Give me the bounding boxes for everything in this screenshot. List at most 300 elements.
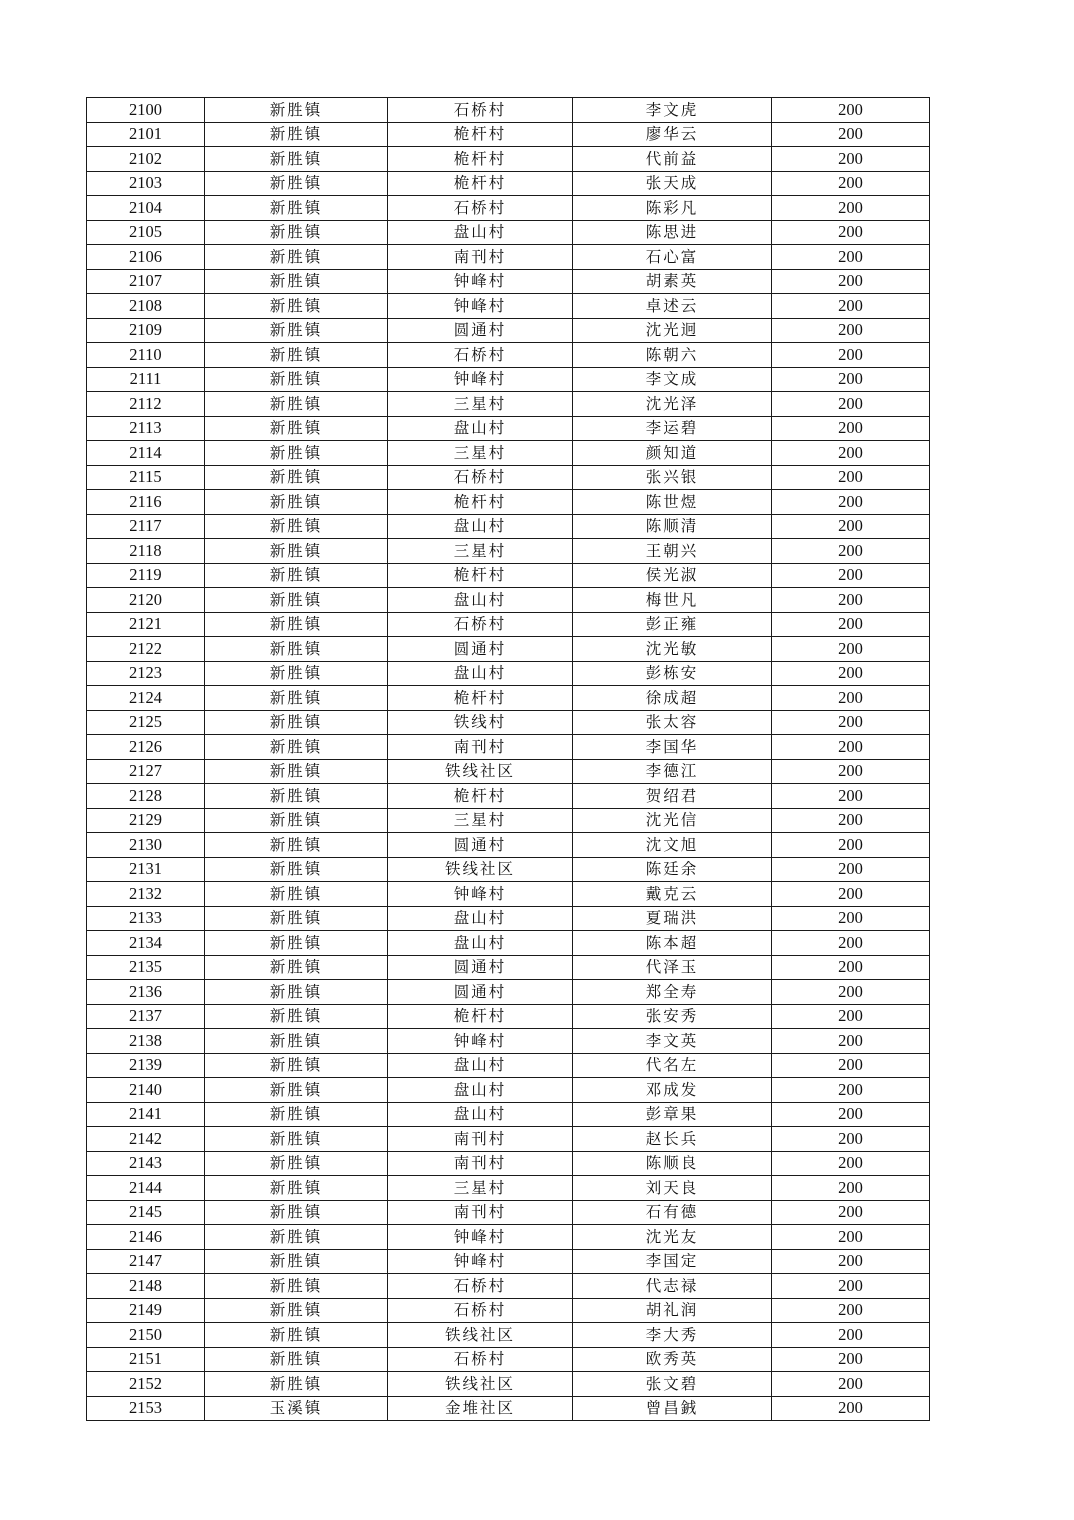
town-cell: 新胜镇 [205, 1323, 388, 1348]
person-name-cell: 陈本超 [573, 931, 772, 956]
village-cell: 圆通村 [388, 637, 573, 662]
table-row [87, 955, 930, 980]
serial-number-cell: 2109 [87, 318, 205, 343]
table-row [87, 637, 930, 662]
table-row [87, 1323, 930, 1348]
village-cell: 铁线村 [388, 710, 573, 735]
town-cell: 新胜镇 [205, 269, 388, 294]
town-cell: 新胜镇 [205, 710, 388, 735]
serial-number-cell: 2127 [87, 759, 205, 784]
table-row [87, 857, 930, 882]
village-cell: 圆通村 [388, 955, 573, 980]
town-cell: 新胜镇 [205, 465, 388, 490]
village-cell: 盘山村 [388, 1053, 573, 1078]
town-cell: 新胜镇 [205, 147, 388, 172]
serial-number-cell: 2147 [87, 1249, 205, 1274]
town-cell: 新胜镇 [205, 343, 388, 368]
table-row [87, 1396, 930, 1421]
person-name-cell: 沈光信 [573, 808, 772, 833]
table-row [87, 416, 930, 441]
amount-cell: 200 [772, 318, 930, 343]
serial-number-cell: 2143 [87, 1151, 205, 1176]
amount-cell: 200 [772, 588, 930, 613]
amount-cell: 200 [772, 1053, 930, 1078]
table-row [87, 906, 930, 931]
village-cell: 盘山村 [388, 514, 573, 539]
table-row [87, 808, 930, 833]
town-cell: 新胜镇 [205, 833, 388, 858]
town-cell: 新胜镇 [205, 220, 388, 245]
table-row [87, 441, 930, 466]
person-name-cell: 陈顺清 [573, 514, 772, 539]
serial-number-cell: 2100 [87, 98, 205, 123]
town-cell: 新胜镇 [205, 416, 388, 441]
village-cell: 石桥村 [388, 1298, 573, 1323]
amount-cell: 200 [772, 686, 930, 711]
person-name-cell: 曾昌銊 [573, 1396, 772, 1421]
village-cell: 桅杆村 [388, 171, 573, 196]
village-cell: 石桥村 [388, 612, 573, 637]
table-row [87, 833, 930, 858]
table-row [87, 1151, 930, 1176]
amount-cell: 200 [772, 1151, 930, 1176]
town-cell: 新胜镇 [205, 196, 388, 221]
table-row [87, 490, 930, 515]
person-name-cell: 夏瑞洪 [573, 906, 772, 931]
table-row [87, 343, 930, 368]
town-cell: 新胜镇 [205, 857, 388, 882]
amount-cell: 200 [772, 1347, 930, 1372]
person-name-cell: 卓述云 [573, 294, 772, 319]
village-cell: 钟峰村 [388, 294, 573, 319]
amount-cell: 200 [772, 661, 930, 686]
village-cell: 桅杆村 [388, 686, 573, 711]
village-cell: 石桥村 [388, 1274, 573, 1299]
person-name-cell: 李文成 [573, 367, 772, 392]
serial-number-cell: 2140 [87, 1078, 205, 1103]
village-cell: 盘山村 [388, 220, 573, 245]
table-row [87, 392, 930, 417]
person-name-cell: 沈光敏 [573, 637, 772, 662]
table-row [87, 563, 930, 588]
serial-number-cell: 2150 [87, 1323, 205, 1348]
amount-cell: 200 [772, 1323, 930, 1348]
village-cell: 石桥村 [388, 465, 573, 490]
town-cell: 新胜镇 [205, 1200, 388, 1225]
table-row [87, 980, 930, 1005]
person-name-cell: 颜知道 [573, 441, 772, 466]
serial-number-cell: 2126 [87, 735, 205, 760]
serial-number-cell: 2133 [87, 906, 205, 931]
serial-number-cell: 2104 [87, 196, 205, 221]
village-cell: 钟峰村 [388, 882, 573, 907]
amount-cell: 200 [772, 759, 930, 784]
table-row [87, 514, 930, 539]
amount-cell: 200 [772, 514, 930, 539]
amount-cell: 200 [772, 98, 930, 123]
serial-number-cell: 2142 [87, 1127, 205, 1152]
amount-cell: 200 [772, 294, 930, 319]
amount-cell: 200 [772, 980, 930, 1005]
person-name-cell: 李大秀 [573, 1323, 772, 1348]
person-name-cell: 李文虎 [573, 98, 772, 123]
person-name-cell: 代志禄 [573, 1274, 772, 1299]
person-name-cell: 陈思进 [573, 220, 772, 245]
town-cell: 新胜镇 [205, 931, 388, 956]
town-cell: 新胜镇 [205, 1078, 388, 1103]
table-row [87, 784, 930, 809]
table-row [87, 245, 930, 270]
town-cell: 新胜镇 [205, 808, 388, 833]
village-cell: 石桥村 [388, 343, 573, 368]
table-row [87, 588, 930, 613]
town-cell: 新胜镇 [205, 294, 388, 319]
table-row [87, 1176, 930, 1201]
table-row [87, 1053, 930, 1078]
village-cell: 南刊村 [388, 1127, 573, 1152]
table-row [87, 1127, 930, 1152]
village-cell: 桅杆村 [388, 784, 573, 809]
amount-cell: 200 [772, 1176, 930, 1201]
town-cell: 新胜镇 [205, 1347, 388, 1372]
serial-number-cell: 2144 [87, 1176, 205, 1201]
serial-number-cell: 2112 [87, 392, 205, 417]
serial-number-cell: 2114 [87, 441, 205, 466]
serial-number-cell: 2153 [87, 1396, 205, 1421]
serial-number-cell: 2110 [87, 343, 205, 368]
serial-number-cell: 2117 [87, 514, 205, 539]
serial-number-cell: 2135 [87, 955, 205, 980]
amount-cell: 200 [772, 367, 930, 392]
village-cell: 钟峰村 [388, 269, 573, 294]
town-cell: 新胜镇 [205, 514, 388, 539]
village-cell: 南刊村 [388, 245, 573, 270]
person-name-cell: 廖华云 [573, 122, 772, 147]
serial-number-cell: 2123 [87, 661, 205, 686]
amount-cell: 200 [772, 906, 930, 931]
town-cell: 新胜镇 [205, 392, 388, 417]
village-cell: 桅杆村 [388, 147, 573, 172]
person-name-cell: 胡礼润 [573, 1298, 772, 1323]
person-name-cell: 胡素英 [573, 269, 772, 294]
person-name-cell: 赵长兵 [573, 1127, 772, 1152]
amount-cell: 200 [772, 465, 930, 490]
table-row [87, 122, 930, 147]
serial-number-cell: 2106 [87, 245, 205, 270]
person-name-cell: 贺绍君 [573, 784, 772, 809]
village-cell: 南刊村 [388, 1151, 573, 1176]
person-name-cell: 李德江 [573, 759, 772, 784]
amount-cell: 200 [772, 955, 930, 980]
amount-cell: 200 [772, 1372, 930, 1397]
amount-cell: 200 [772, 441, 930, 466]
amount-cell: 200 [772, 882, 930, 907]
person-name-cell: 张文碧 [573, 1372, 772, 1397]
person-name-cell: 戴克云 [573, 882, 772, 907]
serial-number-cell: 2148 [87, 1274, 205, 1299]
village-cell: 盘山村 [388, 1078, 573, 1103]
town-cell: 新胜镇 [205, 1102, 388, 1127]
village-cell: 钟峰村 [388, 1029, 573, 1054]
village-cell: 三星村 [388, 441, 573, 466]
town-cell: 新胜镇 [205, 171, 388, 196]
table-row [87, 147, 930, 172]
serial-number-cell: 2125 [87, 710, 205, 735]
town-cell: 新胜镇 [205, 980, 388, 1005]
town-cell: 新胜镇 [205, 563, 388, 588]
town-cell: 新胜镇 [205, 367, 388, 392]
town-cell: 新胜镇 [205, 98, 388, 123]
town-cell: 新胜镇 [205, 1151, 388, 1176]
serial-number-cell: 2116 [87, 490, 205, 515]
serial-number-cell: 2115 [87, 465, 205, 490]
amount-cell: 200 [772, 735, 930, 760]
serial-number-cell: 2145 [87, 1200, 205, 1225]
amount-cell: 200 [772, 784, 930, 809]
town-cell: 新胜镇 [205, 882, 388, 907]
person-name-cell: 彭栋安 [573, 661, 772, 686]
serial-number-cell: 2136 [87, 980, 205, 1005]
amount-cell: 200 [772, 539, 930, 564]
town-cell: 新胜镇 [205, 1372, 388, 1397]
table-row [87, 931, 930, 956]
amount-cell: 200 [772, 1249, 930, 1274]
amount-cell: 200 [772, 1298, 930, 1323]
amount-cell: 200 [772, 1102, 930, 1127]
table-row [87, 1004, 930, 1029]
town-cell: 玉溪镇 [205, 1396, 388, 1421]
amount-cell: 200 [772, 147, 930, 172]
town-cell: 新胜镇 [205, 637, 388, 662]
serial-number-cell: 2137 [87, 1004, 205, 1029]
serial-number-cell: 2151 [87, 1347, 205, 1372]
amount-cell: 200 [772, 1225, 930, 1250]
town-cell: 新胜镇 [205, 1274, 388, 1299]
serial-number-cell: 2134 [87, 931, 205, 956]
town-cell: 新胜镇 [205, 612, 388, 637]
amount-cell: 200 [772, 245, 930, 270]
serial-number-cell: 2113 [87, 416, 205, 441]
amount-cell: 200 [772, 833, 930, 858]
amount-cell: 200 [772, 563, 930, 588]
amount-cell: 200 [772, 857, 930, 882]
person-name-cell: 邓成发 [573, 1078, 772, 1103]
serial-number-cell: 2146 [87, 1225, 205, 1250]
village-cell: 桅杆村 [388, 1004, 573, 1029]
table-row [87, 710, 930, 735]
village-cell: 铁线社区 [388, 857, 573, 882]
amount-cell: 200 [772, 392, 930, 417]
village-cell: 三星村 [388, 808, 573, 833]
town-cell: 新胜镇 [205, 1298, 388, 1323]
person-name-cell: 陈顺良 [573, 1151, 772, 1176]
person-name-cell: 沈文旭 [573, 833, 772, 858]
amount-cell: 200 [772, 1004, 930, 1029]
amount-cell: 200 [772, 122, 930, 147]
serial-number-cell: 2141 [87, 1102, 205, 1127]
town-cell: 新胜镇 [205, 245, 388, 270]
table-row [87, 1029, 930, 1054]
town-cell: 新胜镇 [205, 441, 388, 466]
village-cell: 石桥村 [388, 196, 573, 221]
village-cell: 圆通村 [388, 318, 573, 343]
table-row [87, 735, 930, 760]
village-cell: 钟峰村 [388, 1225, 573, 1250]
person-name-cell: 张兴银 [573, 465, 772, 490]
serial-number-cell: 2118 [87, 539, 205, 564]
person-name-cell: 代泽玉 [573, 955, 772, 980]
amount-cell: 200 [772, 269, 930, 294]
town-cell: 新胜镇 [205, 318, 388, 343]
village-cell: 盘山村 [388, 661, 573, 686]
serial-number-cell: 2132 [87, 882, 205, 907]
village-cell: 铁线社区 [388, 1372, 573, 1397]
table-row [87, 612, 930, 637]
amount-cell: 200 [772, 1396, 930, 1421]
table-row [87, 1200, 930, 1225]
table-row [87, 686, 930, 711]
person-name-cell: 李文英 [573, 1029, 772, 1054]
village-cell: 圆通村 [388, 980, 573, 1005]
roster-table-body [87, 98, 930, 1421]
amount-cell: 200 [772, 416, 930, 441]
person-name-cell: 张天成 [573, 171, 772, 196]
town-cell: 新胜镇 [205, 1176, 388, 1201]
town-cell: 新胜镇 [205, 784, 388, 809]
person-name-cell: 石心富 [573, 245, 772, 270]
table-row [87, 1249, 930, 1274]
town-cell: 新胜镇 [205, 539, 388, 564]
table-row [87, 1347, 930, 1372]
person-name-cell: 彭章果 [573, 1102, 772, 1127]
amount-cell: 200 [772, 612, 930, 637]
table-row [87, 882, 930, 907]
amount-cell: 200 [772, 343, 930, 368]
serial-number-cell: 2152 [87, 1372, 205, 1397]
serial-number-cell: 2124 [87, 686, 205, 711]
person-name-cell: 陈朝六 [573, 343, 772, 368]
person-name-cell: 梅世凡 [573, 588, 772, 613]
person-name-cell: 彭正雍 [573, 612, 772, 637]
amount-cell: 200 [772, 1274, 930, 1299]
serial-number-cell: 2130 [87, 833, 205, 858]
person-name-cell: 刘天良 [573, 1176, 772, 1201]
amount-cell: 200 [772, 637, 930, 662]
serial-number-cell: 2149 [87, 1298, 205, 1323]
person-name-cell: 陈彩凡 [573, 196, 772, 221]
person-name-cell: 代名左 [573, 1053, 772, 1078]
table-row [87, 367, 930, 392]
amount-cell: 200 [772, 490, 930, 515]
person-name-cell: 欧秀英 [573, 1347, 772, 1372]
table-row [87, 1274, 930, 1299]
person-name-cell: 郑全寿 [573, 980, 772, 1005]
village-cell: 桅杆村 [388, 563, 573, 588]
village-cell: 铁线社区 [388, 1323, 573, 1348]
table-row [87, 294, 930, 319]
town-cell: 新胜镇 [205, 906, 388, 931]
amount-cell: 200 [772, 171, 930, 196]
table-row [87, 171, 930, 196]
table-row [87, 196, 930, 221]
village-cell: 南刊村 [388, 735, 573, 760]
village-cell: 铁线社区 [388, 759, 573, 784]
town-cell: 新胜镇 [205, 686, 388, 711]
serial-number-cell: 2129 [87, 808, 205, 833]
table-row [87, 1078, 930, 1103]
person-name-cell: 陈世煜 [573, 490, 772, 515]
town-cell: 新胜镇 [205, 490, 388, 515]
table-row [87, 1298, 930, 1323]
serial-number-cell: 2120 [87, 588, 205, 613]
amount-cell: 200 [772, 1029, 930, 1054]
village-cell: 盘山村 [388, 931, 573, 956]
town-cell: 新胜镇 [205, 661, 388, 686]
amount-cell: 200 [772, 196, 930, 221]
village-cell: 三星村 [388, 539, 573, 564]
amount-cell: 200 [772, 220, 930, 245]
amount-cell: 200 [772, 1127, 930, 1152]
serial-number-cell: 2101 [87, 122, 205, 147]
person-name-cell: 石有德 [573, 1200, 772, 1225]
table-row [87, 539, 930, 564]
town-cell: 新胜镇 [205, 1127, 388, 1152]
serial-number-cell: 2102 [87, 147, 205, 172]
amount-cell: 200 [772, 808, 930, 833]
town-cell: 新胜镇 [205, 759, 388, 784]
village-cell: 盘山村 [388, 1102, 573, 1127]
person-name-cell: 徐成超 [573, 686, 772, 711]
person-name-cell: 李国定 [573, 1249, 772, 1274]
table-row [87, 318, 930, 343]
serial-number-cell: 2138 [87, 1029, 205, 1054]
serial-number-cell: 2105 [87, 220, 205, 245]
table-row [87, 220, 930, 245]
town-cell: 新胜镇 [205, 1004, 388, 1029]
table-row [87, 465, 930, 490]
village-cell: 桅杆村 [388, 122, 573, 147]
person-name-cell: 侯光淑 [573, 563, 772, 588]
person-name-cell: 沈光迥 [573, 318, 772, 343]
village-cell: 盘山村 [388, 416, 573, 441]
town-cell: 新胜镇 [205, 588, 388, 613]
serial-number-cell: 2122 [87, 637, 205, 662]
serial-number-cell: 2121 [87, 612, 205, 637]
table-row [87, 1102, 930, 1127]
serial-number-cell: 2111 [87, 367, 205, 392]
person-name-cell: 王朝兴 [573, 539, 772, 564]
serial-number-cell: 2128 [87, 784, 205, 809]
table-row [87, 661, 930, 686]
village-cell: 三星村 [388, 392, 573, 417]
serial-number-cell: 2119 [87, 563, 205, 588]
table-row [87, 269, 930, 294]
serial-number-cell: 2107 [87, 269, 205, 294]
person-name-cell: 李国华 [573, 735, 772, 760]
person-name-cell: 代前益 [573, 147, 772, 172]
village-cell: 桅杆村 [388, 490, 573, 515]
village-cell: 石桥村 [388, 98, 573, 123]
table-row [87, 759, 930, 784]
town-cell: 新胜镇 [205, 122, 388, 147]
town-cell: 新胜镇 [205, 735, 388, 760]
table-row [87, 1372, 930, 1397]
serial-number-cell: 2131 [87, 857, 205, 882]
village-cell: 三星村 [388, 1176, 573, 1201]
village-cell: 盘山村 [388, 588, 573, 613]
village-cell: 圆通村 [388, 833, 573, 858]
person-name-cell: 张安秀 [573, 1004, 772, 1029]
